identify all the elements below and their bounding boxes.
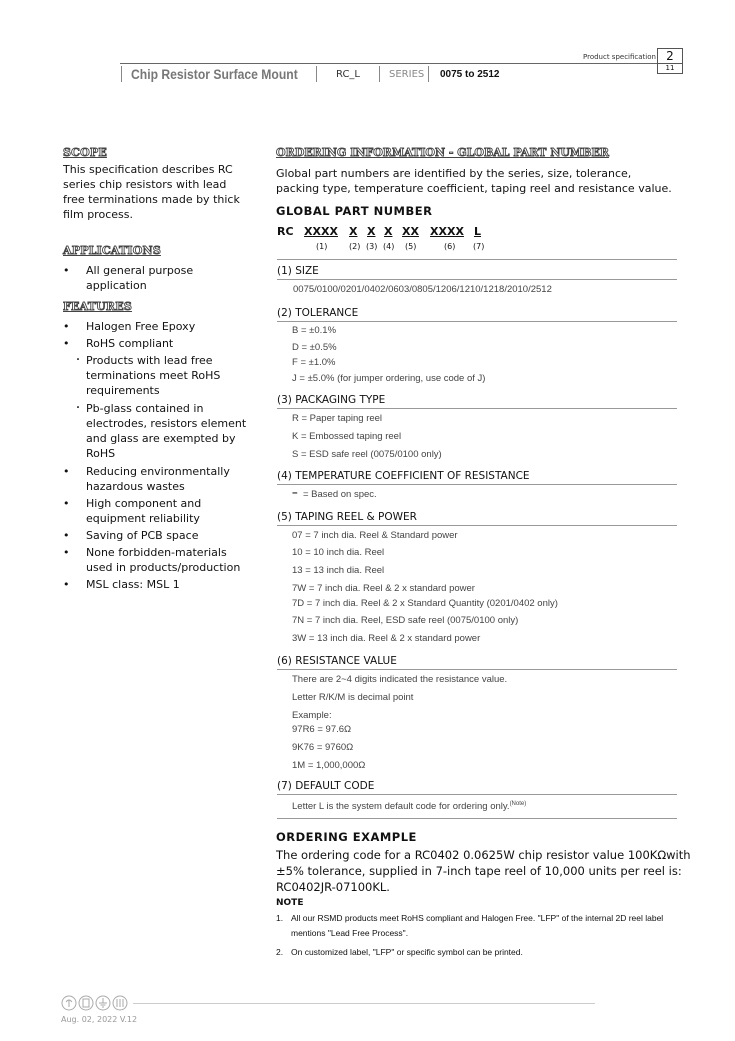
header-divider bbox=[379, 66, 380, 82]
list-item: • Saving of PCB space bbox=[63, 528, 253, 543]
note-item: 1. All our RSMD products meet RoHS compliant and Halogen Free. "LFP" of the internal 2D reel label mentions "Lead Free Process". bbox=[276, 913, 664, 938]
section-rule bbox=[277, 669, 677, 670]
code-index: (5) bbox=[405, 242, 417, 251]
resistance-item: Letter R/K/M is decimal point bbox=[292, 692, 414, 703]
resistance-item: 9K76 = 9760Ω bbox=[292, 742, 354, 753]
code-field: XXXX bbox=[304, 225, 338, 238]
page-number: 2 bbox=[658, 49, 682, 64]
taping-item: 7N = 7 inch dia. Reel, ESD safe reel (0075/0100 only) bbox=[292, 615, 519, 626]
size-list: 0075/0100/0201/0402/0603/0805/1206/1210/1218/2010/2512 bbox=[293, 284, 552, 295]
footer-rule bbox=[133, 1003, 595, 1004]
applications-heading: APPLICATIONS bbox=[63, 244, 161, 257]
taping-item: 7D = 7 inch dia. Reel & 2 x Standard Quantity (0201/0402 only) bbox=[292, 598, 558, 609]
section-rule bbox=[277, 408, 677, 409]
rohs-sublist bbox=[76, 353, 253, 461]
ordering-info-heading: ORDERING INFORMATION - GLOBAL PART NUMBER bbox=[276, 146, 609, 159]
list-item: • Halogen Free Epoxy bbox=[63, 319, 253, 334]
sub-list-item: ・ Products with lead free terminations meet RoHS requirements bbox=[76, 353, 253, 398]
series-label: SERIES bbox=[389, 69, 425, 80]
tolerance-item: F = ±1.0% bbox=[292, 357, 336, 368]
note-item: 2. On customized label, "LFP" or specific symbol can be printed. bbox=[276, 947, 523, 957]
section-rule bbox=[277, 259, 677, 260]
list-item: • Reducing environmentally hazardous wastes bbox=[63, 464, 253, 494]
packaging-item: K = Embossed taping reel bbox=[292, 431, 402, 442]
section-rule bbox=[277, 484, 677, 485]
taping-item: 3W = 13 inch dia. Reel & 2 x standard power bbox=[292, 633, 481, 644]
list-item: • None forbidden-materials used in products/production bbox=[63, 545, 253, 575]
dash-symbol: − bbox=[292, 488, 298, 499]
code-index: (6) bbox=[444, 242, 456, 251]
resistance-item: 97R6 = 97.6Ω bbox=[292, 724, 352, 735]
product-spec-label: Product specification bbox=[583, 53, 656, 61]
ground-icon bbox=[96, 996, 110, 1010]
section-rule bbox=[277, 794, 677, 795]
features-heading: FEATURES bbox=[63, 300, 132, 313]
ordering-example-text: The ordering code for a RC0402 0.0625W chip resistor value 100KΩwith ±5% tolerance, supplied in 7-inch tape reel of 10,000 units per reel is: RC0402JR-07100KL. bbox=[276, 848, 691, 894]
tolerance-item: J = ±5.0% (for jumper ordering, use code of J) bbox=[292, 373, 486, 384]
default-title: (7) DEFAULT CODE bbox=[277, 780, 375, 792]
tcr-item: = Based on spec. bbox=[303, 489, 377, 500]
code-index: (3) bbox=[366, 242, 378, 251]
header-rule bbox=[120, 63, 657, 64]
header-divider bbox=[316, 66, 317, 82]
resistance-item: There are 2~4 digits indicated the resistance value. bbox=[292, 674, 508, 685]
taping-item: 10 = 10 inch dia. Reel bbox=[292, 547, 385, 558]
tolerance-item: B = ±0.1% bbox=[292, 325, 337, 336]
code-field: L bbox=[474, 225, 482, 238]
header-divider bbox=[121, 66, 122, 82]
taping-item: 7W = 7 inch dia. Reel & 2 x standard power bbox=[292, 583, 475, 594]
list-item: • RoHS compliant ・ Products with lead free terminations meet RoHS requirements ・ Pb-glass contained in electrodes, resistors element and glass are exempted by RoHS bbox=[63, 336, 253, 461]
ordering-example-title: ORDERING EXAMPLE bbox=[276, 830, 417, 844]
size-title: (1) SIZE bbox=[277, 265, 319, 277]
list-item: • All general purpose application bbox=[63, 263, 253, 293]
list-item: • MSL class: MSL 1 bbox=[63, 577, 253, 592]
compliance-icon bbox=[113, 996, 127, 1010]
resistance-item: Example: bbox=[292, 710, 332, 721]
applications-list bbox=[63, 263, 253, 295]
footer-date: Aug. 02, 2022 V.12 bbox=[61, 1015, 138, 1024]
packaging-item: S = ESD safe reel (0075/0100 only) bbox=[292, 449, 442, 460]
taping-item: 07 = 7 inch dia. Reel & Standard power bbox=[292, 530, 458, 541]
tcr-title: (4) TEMPERATURE COEFFICIENT OF RESISTANCE bbox=[277, 470, 530, 482]
code-index: (7) bbox=[473, 242, 485, 251]
page-number-box bbox=[657, 48, 683, 74]
section-rule bbox=[277, 279, 677, 280]
packaging-title: (3) PACKAGING TYPE bbox=[277, 394, 386, 406]
code-field: X bbox=[349, 225, 358, 238]
scope-heading: SCOPE bbox=[63, 146, 107, 159]
code-field: XXXX bbox=[430, 225, 464, 238]
header-divider bbox=[428, 66, 429, 82]
page-total: 11 bbox=[665, 64, 675, 72]
code-index: (2) bbox=[349, 242, 361, 251]
code-index: (4) bbox=[383, 242, 395, 251]
taping-title: (5) TAPING REEL & POWER bbox=[277, 511, 417, 523]
recycle-icon bbox=[79, 996, 93, 1010]
section-rule bbox=[277, 525, 677, 526]
code-field: XX bbox=[402, 225, 419, 238]
section-rule bbox=[277, 321, 677, 322]
note-title: NOTE bbox=[276, 898, 304, 908]
section-rule bbox=[277, 818, 677, 819]
leaf-icon bbox=[62, 996, 76, 1010]
sub-list-item: ・ Pb-glass contained in electrodes, resistors element and glass are exempted by RoHS bbox=[76, 401, 253, 461]
compliance-icons bbox=[61, 995, 133, 1011]
resistance-item: 1M = 1,000,000Ω bbox=[292, 760, 366, 771]
tolerance-item: D = ±0.5% bbox=[292, 342, 337, 353]
code-prefix: RC bbox=[277, 225, 294, 238]
resistance-title: (6) RESISTANCE VALUE bbox=[277, 655, 397, 667]
document-title: Chip Resistor Surface Mount bbox=[131, 67, 298, 82]
gpn-title: GLOBAL PART NUMBER bbox=[276, 204, 433, 218]
code-index: (1) bbox=[316, 242, 328, 251]
list-item: • High component and equipment reliability bbox=[63, 496, 253, 526]
features-list bbox=[63, 319, 253, 594]
size-range: 0075 to 2512 bbox=[440, 69, 500, 80]
code-field: X bbox=[384, 225, 393, 238]
taping-item: 13 = 13 inch dia. Reel bbox=[292, 565, 385, 576]
code-field: X bbox=[367, 225, 376, 238]
intro-text: Global part numbers are identified by the series, size, tolerance, packing type, temperature coefficient, taping reel and resistance value. bbox=[276, 167, 672, 195]
packaging-item: R = Paper taping reel bbox=[292, 413, 383, 424]
series-code: RC_L bbox=[336, 69, 361, 80]
default-item: Letter L is the system default code for ordering only.$^{(Note)}$ bbox=[292, 801, 527, 813]
scope-text: This specification describes RC series chip resistors with lead free terminations made by thick film process. bbox=[63, 163, 240, 221]
tolerance-title: (2) TOLERANCE bbox=[277, 307, 359, 319]
